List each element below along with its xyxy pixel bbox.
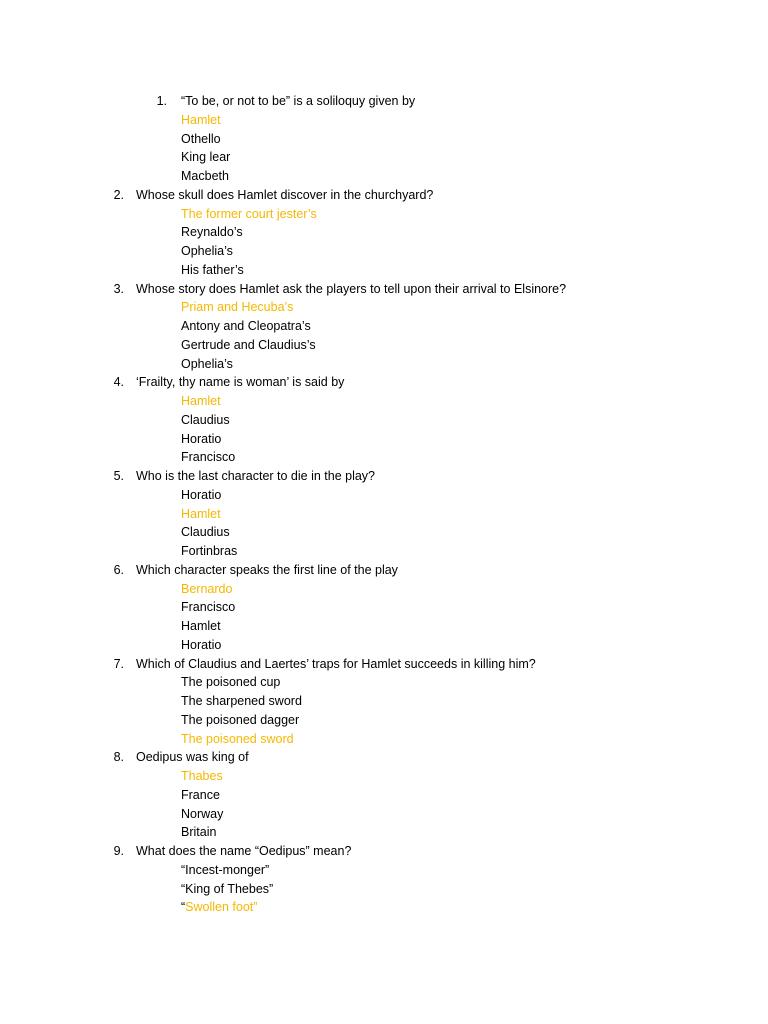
option-text: Hamlet (181, 506, 221, 521)
option-text: “King of Thebes” (181, 881, 274, 896)
question-4 (0, 373, 768, 392)
answer-option-correct (0, 205, 768, 224)
answer-option (0, 355, 768, 374)
question-number: 7. (113, 656, 124, 671)
option-text: Francisco (181, 600, 236, 615)
answer-option (0, 880, 768, 899)
question-text: Which character speaks the first line of the play (136, 562, 398, 577)
answer-option (0, 786, 768, 805)
answer-option (0, 148, 768, 167)
question-text: Whose story does Hamlet ask the players to tell upon their arrival to Elsinore? (136, 281, 567, 296)
question-1 (0, 92, 768, 111)
option-prefix: “ (181, 900, 186, 915)
option-text: France (181, 787, 220, 802)
answer-option-correct (0, 111, 768, 130)
option-text: Claudius (181, 525, 230, 540)
answer-option (0, 317, 768, 336)
answer-option (0, 673, 768, 692)
option-text: Bernardo (181, 581, 233, 596)
answer-option (0, 692, 768, 711)
option-text: Othello (181, 131, 221, 146)
answer-option (0, 486, 768, 505)
option-text: The poisoned sword (181, 731, 294, 746)
option-text: King lear (181, 150, 231, 165)
answer-option (0, 223, 768, 242)
answer-option (0, 130, 768, 149)
quiz-list (0, 92, 768, 917)
answer-option-correct (0, 898, 768, 917)
option-text: Swollen foot” (185, 900, 258, 915)
question-text: Whose skull does Hamlet discover in the churchyard? (136, 187, 434, 202)
option-text: Britain (181, 825, 217, 840)
option-text: Horatio (181, 431, 222, 446)
question-5 (0, 467, 768, 486)
option-text: Priam and Hecuba’s (181, 300, 294, 315)
question-number: 1. (156, 94, 167, 108)
option-text: “Incest-monger” (181, 862, 270, 877)
option-text: Gertrude and Claudius’s (181, 337, 316, 352)
option-text: The poisoned cup (181, 675, 281, 690)
question-number: 4. (113, 375, 124, 390)
option-text: Thabes (181, 769, 223, 783)
answer-option (0, 617, 768, 636)
answer-option (0, 167, 768, 186)
question-3 (0, 280, 768, 299)
question-number: 5. (113, 469, 124, 483)
answer-option (0, 523, 768, 542)
question-number: 3. (113, 281, 124, 296)
option-text: The former court jester’s (181, 206, 317, 221)
option-text: Horatio (181, 487, 222, 502)
option-text: Horatio (181, 637, 222, 652)
answer-option (0, 411, 768, 430)
option-text: Hamlet (181, 619, 221, 633)
option-text: Antony and Cleopatra’s (181, 319, 311, 333)
option-text: Francisco (181, 450, 236, 465)
answer-option (0, 636, 768, 655)
answer-option (0, 448, 768, 467)
question-number: 2. (113, 187, 124, 202)
option-text: Ophelia’s (181, 244, 233, 258)
answer-option (0, 242, 768, 261)
question-2 (0, 186, 768, 205)
question-text: What does the name “Oedipus” mean? (136, 844, 352, 858)
option-text: The sharpened sword (181, 694, 302, 708)
option-text: Macbeth (181, 169, 229, 183)
answer-option (0, 823, 768, 842)
answer-option-correct (0, 298, 768, 317)
option-text: His father’s (181, 262, 244, 277)
answer-option (0, 261, 768, 280)
option-text: Fortinbras (181, 544, 238, 558)
option-text: Reynaldo’s (181, 225, 243, 240)
option-text: Hamlet (181, 112, 221, 127)
answer-option (0, 598, 768, 617)
option-text: Claudius (181, 412, 230, 427)
question-number: 8. (113, 750, 124, 765)
answer-option (0, 861, 768, 880)
option-text: The poisoned dagger (181, 712, 300, 727)
answer-option-correct (0, 580, 768, 599)
question-7 (0, 655, 768, 674)
question-number: 6. (113, 562, 124, 577)
option-text: Hamlet (181, 394, 221, 408)
answer-option-correct (0, 505, 768, 524)
question-9 (0, 842, 768, 861)
answer-option-correct (0, 392, 768, 411)
answer-option (0, 336, 768, 355)
option-text: Ophelia’s (181, 356, 233, 371)
question-text: Who is the last character to die in the play? (136, 469, 376, 483)
answer-option (0, 430, 768, 449)
question-8 (0, 748, 768, 767)
question-text: Oedipus was king of (136, 750, 249, 765)
answer-option (0, 542, 768, 561)
question-number: 9. (113, 844, 124, 858)
question-text: Which of Claudius and Laertes’ traps for Hamlet succeeds in killing him? (136, 656, 536, 671)
answer-option (0, 711, 768, 730)
question-text: “To be, or not to be” is a soliloquy given by (181, 94, 416, 108)
option-text: Norway (181, 806, 224, 821)
answer-option-correct (0, 730, 768, 749)
answer-option-correct (0, 767, 768, 786)
question-text: ‘Frailty, thy name is woman’ is said by (136, 375, 345, 390)
answer-option (0, 805, 768, 824)
question-6 (0, 561, 768, 580)
